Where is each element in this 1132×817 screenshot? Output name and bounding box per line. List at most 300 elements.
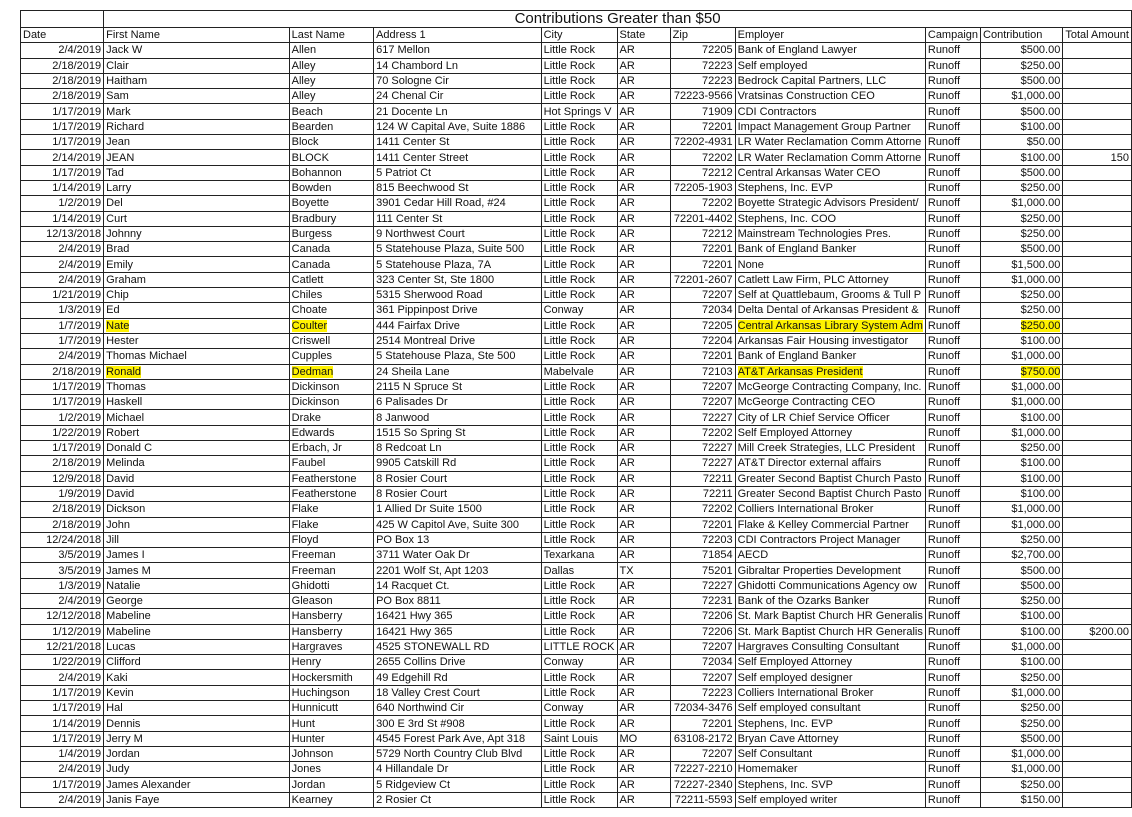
- zip-cell: 72207: [670, 395, 735, 410]
- total-cell: [1063, 792, 1132, 807]
- campaign-cell: Runoff: [925, 670, 980, 685]
- address-cell: PO Box 8811: [374, 593, 542, 608]
- campaign-cell: Runoff: [925, 578, 980, 593]
- zip-cell: 72201-4402: [670, 211, 735, 226]
- state-cell: AR: [617, 792, 670, 807]
- total-cell: [1063, 655, 1132, 670]
- last-name-cell: Ghidotti: [289, 578, 373, 593]
- contribution-cell: $250.00: [981, 441, 1063, 456]
- contribution-cell: $100.00: [981, 486, 1063, 501]
- total-cell: [1063, 196, 1132, 211]
- highlighted-text: $250.00: [1020, 319, 1061, 332]
- first-name-cell: Johnny: [104, 226, 289, 241]
- campaign-cell: Runoff: [925, 441, 980, 456]
- last-name-cell: Alley: [289, 73, 373, 88]
- contribution-cell: $150.00: [981, 792, 1063, 807]
- campaign-cell: Runoff: [925, 593, 980, 608]
- city-cell: Little Rock: [541, 517, 617, 532]
- last-name-cell: Hunnicutt: [289, 701, 373, 716]
- employer-cell: AT&T Director external affairs: [735, 456, 925, 471]
- total-cell: [1063, 548, 1132, 563]
- contribution-cell: $1,000.00: [981, 425, 1063, 440]
- last-name-cell: Featherstone: [289, 471, 373, 486]
- city-cell: Little Rock: [541, 89, 617, 104]
- zip-cell: 72211: [670, 471, 735, 486]
- first-name-cell: Haskell: [104, 395, 289, 410]
- address-cell: 5 Patriot Ct: [374, 165, 542, 180]
- contribution-cell: $500.00: [981, 165, 1063, 180]
- total-cell: [1063, 670, 1132, 685]
- address-cell: 1411 Center St: [374, 135, 542, 150]
- total-cell: [1063, 89, 1132, 104]
- address-cell: 5 Statehouse Plaza, 7A: [374, 257, 542, 272]
- city-cell: Little Rock: [541, 257, 617, 272]
- zip-cell: 72231: [670, 593, 735, 608]
- table-row: [21, 563, 1132, 578]
- contribution-cell: $250.00: [981, 303, 1063, 318]
- date-cell: 1/17/2019: [21, 731, 104, 746]
- first-name-cell: Robert: [104, 425, 289, 440]
- table-row: [21, 578, 1132, 593]
- state-cell: AR: [617, 89, 670, 104]
- contribution-cell: $500.00: [981, 242, 1063, 257]
- zip-cell: 71854: [670, 548, 735, 563]
- table-row: [21, 486, 1132, 501]
- state-cell: TX: [617, 563, 670, 578]
- date-cell: 2/4/2019: [21, 762, 104, 777]
- employer-cell: [735, 364, 925, 379]
- city-cell: Little Rock: [541, 135, 617, 150]
- city-cell: Mabelvale: [541, 364, 617, 379]
- city-cell: Conway: [541, 655, 617, 670]
- last-name-cell: Johnson: [289, 746, 373, 761]
- zip-cell: 72201: [670, 349, 735, 364]
- last-name-cell: Dickinson: [289, 379, 373, 394]
- state-cell: AR: [617, 456, 670, 471]
- state-cell: AR: [617, 609, 670, 624]
- total-cell: [1063, 257, 1132, 272]
- total-cell: [1063, 578, 1132, 593]
- zip-cell: 72204: [670, 333, 735, 348]
- date-cell: 1/14/2019: [21, 180, 104, 195]
- last-name-cell: Allen: [289, 43, 373, 58]
- address-cell: 2 Rosier Ct: [374, 792, 542, 807]
- date-cell: 1/14/2019: [21, 716, 104, 731]
- date-cell: 2/4/2019: [21, 242, 104, 257]
- campaign-cell: Runoff: [925, 395, 980, 410]
- zip-cell: 72201: [670, 119, 735, 134]
- table-row: [21, 532, 1132, 547]
- employer-cell: Hargraves Consulting Consultant: [735, 639, 925, 654]
- zip-cell: 72207: [670, 670, 735, 685]
- state-cell: AR: [617, 242, 670, 257]
- table-row: [21, 639, 1132, 654]
- last-name-cell: Jones: [289, 762, 373, 777]
- state-cell: AR: [617, 150, 670, 165]
- contribution-cell: $1,000.00: [981, 379, 1063, 394]
- contribution-cell: $2,700.00: [981, 548, 1063, 563]
- employer-cell: Catlett Law Firm, PLC Attorney: [735, 272, 925, 287]
- date-cell: 1/2/2019: [21, 410, 104, 425]
- last-name-cell: Hargraves: [289, 639, 373, 654]
- first-name-cell: Donald C: [104, 441, 289, 456]
- header-row: [21, 28, 1132, 43]
- address-cell: 24 Chenal Cir: [374, 89, 542, 104]
- address-cell: 21 Docente Ln: [374, 104, 542, 119]
- total-cell: [1063, 731, 1132, 746]
- state-cell: AR: [617, 165, 670, 180]
- table-row: [21, 746, 1132, 761]
- city-cell: Little Rock: [541, 746, 617, 761]
- employer-cell: [735, 318, 925, 333]
- table-row: [21, 272, 1132, 287]
- employer-cell: CDI Contractors Project Manager: [735, 532, 925, 547]
- last-name-cell: Beach: [289, 104, 373, 119]
- campaign-cell: Runoff: [925, 364, 980, 379]
- zip-cell: 72207: [670, 746, 735, 761]
- last-name-cell: Bohannon: [289, 165, 373, 180]
- state-cell: AR: [617, 135, 670, 150]
- employer-cell: Bedrock Capital Partners, LLC: [735, 73, 925, 88]
- last-name-cell: Hansberry: [289, 609, 373, 624]
- contribution-cell: $1,000.00: [981, 502, 1063, 517]
- total-cell: [1063, 119, 1132, 134]
- state-cell: AR: [617, 517, 670, 532]
- first-name-cell: Jean: [104, 135, 289, 150]
- zip-cell: 72205: [670, 318, 735, 333]
- table-row: [21, 624, 1132, 639]
- zip-cell: 75201: [670, 563, 735, 578]
- employer-cell: Central Arkansas Water CEO: [735, 165, 925, 180]
- city-cell: Little Rock: [541, 792, 617, 807]
- date-cell: 12/9/2018: [21, 471, 104, 486]
- first-name-cell: George: [104, 593, 289, 608]
- first-name-cell: Jerry M: [104, 731, 289, 746]
- employer-cell: Stephens, Inc. EVP: [735, 716, 925, 731]
- table-row: [21, 43, 1132, 58]
- contribution-cell: $500.00: [981, 73, 1063, 88]
- first-name-cell: Clifford: [104, 655, 289, 670]
- campaign-cell: Runoff: [925, 303, 980, 318]
- campaign-cell: Runoff: [925, 517, 980, 532]
- campaign-cell: Runoff: [925, 288, 980, 303]
- address-cell: 111 Center St: [374, 211, 542, 226]
- address-cell: 617 Mellon: [374, 43, 542, 58]
- table-row: [21, 73, 1132, 88]
- date-cell: 1/17/2019: [21, 395, 104, 410]
- first-name-cell: James Alexander: [104, 777, 289, 792]
- employer-cell: Colliers International Broker: [735, 685, 925, 700]
- date-cell: 3/5/2019: [21, 563, 104, 578]
- date-cell: 1/2/2019: [21, 196, 104, 211]
- total-cell: [1063, 471, 1132, 486]
- state-cell: AR: [617, 395, 670, 410]
- first-name-cell: Hester: [104, 333, 289, 348]
- zip-cell: 72201: [670, 716, 735, 731]
- campaign-cell: Runoff: [925, 425, 980, 440]
- employer-cell: St. Mark Baptist Church HR Generalis: [735, 609, 925, 624]
- contribution-cell: $250.00: [981, 226, 1063, 241]
- first-name-cell: Emily: [104, 257, 289, 272]
- zip-cell: 72211-5593: [670, 792, 735, 807]
- state-cell: AR: [617, 441, 670, 456]
- contribution-cell: $1,500.00: [981, 257, 1063, 272]
- zip-cell: 72227: [670, 441, 735, 456]
- last-name-cell: BLOCK: [289, 150, 373, 165]
- total-cell: [1063, 180, 1132, 195]
- sheet-title: Contributions Greater than $50: [104, 11, 1132, 28]
- last-name-cell: Block: [289, 135, 373, 150]
- state-cell: AR: [617, 471, 670, 486]
- campaign-cell: Runoff: [925, 624, 980, 639]
- campaign-cell: Runoff: [925, 58, 980, 73]
- highlighted-text: Ronald: [106, 365, 142, 378]
- employer-cell: Stephens, Inc. EVP: [735, 180, 925, 195]
- contribution-cell: $100.00: [981, 609, 1063, 624]
- campaign-cell: Runoff: [925, 150, 980, 165]
- campaign-cell: Runoff: [925, 73, 980, 88]
- total-cell: [1063, 563, 1132, 578]
- state-cell: AR: [617, 716, 670, 731]
- table-row: [21, 425, 1132, 440]
- highlighted-text: Central Arkansas Library System Adm: [737, 319, 923, 332]
- address-cell: 2655 Collins Drive: [374, 655, 542, 670]
- contribution-cell: $1,000.00: [981, 639, 1063, 654]
- employer-cell: McGeorge Contracting CEO: [735, 395, 925, 410]
- first-name-cell: Brad: [104, 242, 289, 257]
- total-cell: [1063, 288, 1132, 303]
- campaign-cell: Runoff: [925, 502, 980, 517]
- campaign-cell: Runoff: [925, 196, 980, 211]
- campaign-cell: Runoff: [925, 272, 980, 287]
- title-spacer: [21, 11, 104, 28]
- date-cell: 1/7/2019: [21, 318, 104, 333]
- first-name-cell: Sam: [104, 89, 289, 104]
- last-name-cell: Jordan: [289, 777, 373, 792]
- city-cell: Little Rock: [541, 180, 617, 195]
- employer-cell: McGeorge Contracting Company, Inc.: [735, 379, 925, 394]
- employer-cell: Mainstream Technologies Pres.: [735, 226, 925, 241]
- employer-cell: Ghidotti Communications Agency ow: [735, 578, 925, 593]
- employer-cell: Self Employed Attorney: [735, 425, 925, 440]
- date-cell: 1/12/2019: [21, 624, 104, 639]
- table-row: [21, 731, 1132, 746]
- table-row: [21, 303, 1132, 318]
- zip-cell: 72227: [670, 456, 735, 471]
- employer-cell: Boyette Strategic Advisors President/: [735, 196, 925, 211]
- first-name-cell: Lucas: [104, 639, 289, 654]
- column-header: Campaign: [925, 28, 980, 43]
- campaign-cell: Runoff: [925, 563, 980, 578]
- last-name-cell: Erbach, Jr: [289, 441, 373, 456]
- date-cell: 2/18/2019: [21, 502, 104, 517]
- last-name-cell: Criswell: [289, 333, 373, 348]
- state-cell: AR: [617, 593, 670, 608]
- contribution-cell: $100.00: [981, 624, 1063, 639]
- total-cell: [1063, 425, 1132, 440]
- column-header: Total Amount: [1063, 28, 1132, 43]
- date-cell: 1/17/2019: [21, 441, 104, 456]
- zip-cell: 72202: [670, 196, 735, 211]
- total-cell: [1063, 441, 1132, 456]
- zip-cell: 72201: [670, 257, 735, 272]
- city-cell: Little Rock: [541, 593, 617, 608]
- first-name-cell: Mark: [104, 104, 289, 119]
- address-cell: 815 Beechwood St: [374, 180, 542, 195]
- city-cell: Little Rock: [541, 119, 617, 134]
- date-cell: 12/21/2018: [21, 639, 104, 654]
- address-cell: 2514 Montreal Drive: [374, 333, 542, 348]
- contribution-cell: $250.00: [981, 58, 1063, 73]
- table-row: [21, 410, 1132, 425]
- state-cell: AR: [617, 410, 670, 425]
- campaign-cell: Runoff: [925, 456, 980, 471]
- campaign-cell: Runoff: [925, 318, 980, 333]
- address-cell: 323 Center St, Ste 1800: [374, 272, 542, 287]
- last-name-cell: Bowden: [289, 180, 373, 195]
- city-cell: Little Rock: [541, 226, 617, 241]
- campaign-cell: Runoff: [925, 257, 980, 272]
- contribution-cell: $1,000.00: [981, 349, 1063, 364]
- last-name-cell: Canada: [289, 242, 373, 257]
- highlighted-text: Coulter: [291, 319, 328, 332]
- total-cell: [1063, 746, 1132, 761]
- total-cell: [1063, 73, 1132, 88]
- state-cell: AR: [617, 58, 670, 73]
- first-name-cell: John: [104, 517, 289, 532]
- contribution-cell: $100.00: [981, 471, 1063, 486]
- table-row: [21, 333, 1132, 348]
- city-cell: LITTLE ROCK: [541, 639, 617, 654]
- city-cell: Little Rock: [541, 624, 617, 639]
- state-cell: AR: [617, 655, 670, 670]
- total-cell: [1063, 593, 1132, 608]
- zip-cell: 72201-2607: [670, 272, 735, 287]
- city-cell: Little Rock: [541, 685, 617, 700]
- table-row: [21, 593, 1132, 608]
- date-cell: 2/18/2019: [21, 364, 104, 379]
- contribution-cell: [981, 318, 1063, 333]
- city-cell: Texarkana: [541, 548, 617, 563]
- table-row: [21, 318, 1132, 333]
- table-row: [21, 502, 1132, 517]
- zip-cell: 72203: [670, 532, 735, 547]
- first-name-cell: Kaki: [104, 670, 289, 685]
- employer-cell: Self Employed Attorney: [735, 655, 925, 670]
- total-cell: [1063, 777, 1132, 792]
- first-name-cell: Del: [104, 196, 289, 211]
- zip-cell: 72205-1903: [670, 180, 735, 195]
- campaign-cell: Runoff: [925, 762, 980, 777]
- city-cell: Little Rock: [541, 456, 617, 471]
- last-name-cell: Bearden: [289, 119, 373, 134]
- state-cell: AR: [617, 746, 670, 761]
- employer-cell: Vratsinas Construction CEO: [735, 89, 925, 104]
- address-cell: 3901 Cedar Hill Road, #24: [374, 196, 542, 211]
- city-cell: Little Rock: [541, 211, 617, 226]
- employer-cell: Greater Second Baptist Church Pasto: [735, 471, 925, 486]
- last-name-cell: Dickinson: [289, 395, 373, 410]
- zip-cell: 72202: [670, 502, 735, 517]
- table-row: [21, 395, 1132, 410]
- employer-cell: Bank of the Ozarks Banker: [735, 593, 925, 608]
- address-cell: 5 Statehouse Plaza, Suite 500: [374, 242, 542, 257]
- contribution-cell: $500.00: [981, 731, 1063, 746]
- address-cell: 14 Chambord Ln: [374, 58, 542, 73]
- column-header: Date: [21, 28, 104, 43]
- highlighted-text: AT&T Arkansas President: [737, 365, 863, 378]
- employer-cell: Self at Quattlebaum, Grooms & Tull P: [735, 288, 925, 303]
- first-name-cell: Ed: [104, 303, 289, 318]
- address-cell: 4545 Forest Park Ave, Apt 318: [374, 731, 542, 746]
- state-cell: AR: [617, 318, 670, 333]
- first-name-cell: David: [104, 486, 289, 501]
- first-name-cell: James I: [104, 548, 289, 563]
- date-cell: 1/7/2019: [21, 333, 104, 348]
- table-row: [21, 104, 1132, 119]
- date-cell: 1/17/2019: [21, 685, 104, 700]
- date-cell: 3/5/2019: [21, 548, 104, 563]
- contribution-cell: $250.00: [981, 670, 1063, 685]
- first-name-cell: James M: [104, 563, 289, 578]
- zip-cell: 72223-9566: [670, 89, 735, 104]
- contribution-cell: $100.00: [981, 410, 1063, 425]
- total-cell: [1063, 104, 1132, 119]
- zip-cell: 72227: [670, 578, 735, 593]
- highlighted-text: Dedman: [291, 365, 334, 378]
- total-cell: [1063, 701, 1132, 716]
- state-cell: AR: [617, 211, 670, 226]
- campaign-cell: Runoff: [925, 43, 980, 58]
- table-row: [21, 89, 1132, 104]
- first-name-cell: Jack W: [104, 43, 289, 58]
- first-name-cell: [104, 318, 289, 333]
- employer-cell: Gibraltar Properties Development: [735, 563, 925, 578]
- zip-cell: 72034: [670, 303, 735, 318]
- first-name-cell: Jill: [104, 532, 289, 547]
- campaign-cell: Runoff: [925, 486, 980, 501]
- total-cell: [1063, 242, 1132, 257]
- address-cell: 8 Rosier Court: [374, 471, 542, 486]
- table-row: [21, 456, 1132, 471]
- first-name-cell: [104, 364, 289, 379]
- campaign-cell: Runoff: [925, 242, 980, 257]
- last-name-cell: Flake: [289, 517, 373, 532]
- zip-cell: 72223: [670, 73, 735, 88]
- zip-cell: 72227-2340: [670, 777, 735, 792]
- employer-cell: Homemaker: [735, 762, 925, 777]
- state-cell: AR: [617, 272, 670, 287]
- city-cell: Little Rock: [541, 379, 617, 394]
- address-cell: 4525 STONEWALL RD: [374, 639, 542, 654]
- campaign-cell: Runoff: [925, 333, 980, 348]
- zip-cell: 72202: [670, 425, 735, 440]
- city-cell: Little Rock: [541, 578, 617, 593]
- last-name-cell: Hunt: [289, 716, 373, 731]
- zip-cell: 72212: [670, 165, 735, 180]
- last-name-cell: Alley: [289, 89, 373, 104]
- table-row: [21, 701, 1132, 716]
- city-cell: Saint Louis: [541, 731, 617, 746]
- contribution-cell: $250.00: [981, 288, 1063, 303]
- zip-cell: 63108-2172: [670, 731, 735, 746]
- state-cell: AR: [617, 364, 670, 379]
- first-name-cell: Clair: [104, 58, 289, 73]
- address-cell: 5 Statehouse Plaza, Ste 500: [374, 349, 542, 364]
- contribution-cell: $1,000.00: [981, 517, 1063, 532]
- address-cell: 300 E 3rd St #908: [374, 716, 542, 731]
- address-cell: 425 W Capitol Ave, Suite 300: [374, 517, 542, 532]
